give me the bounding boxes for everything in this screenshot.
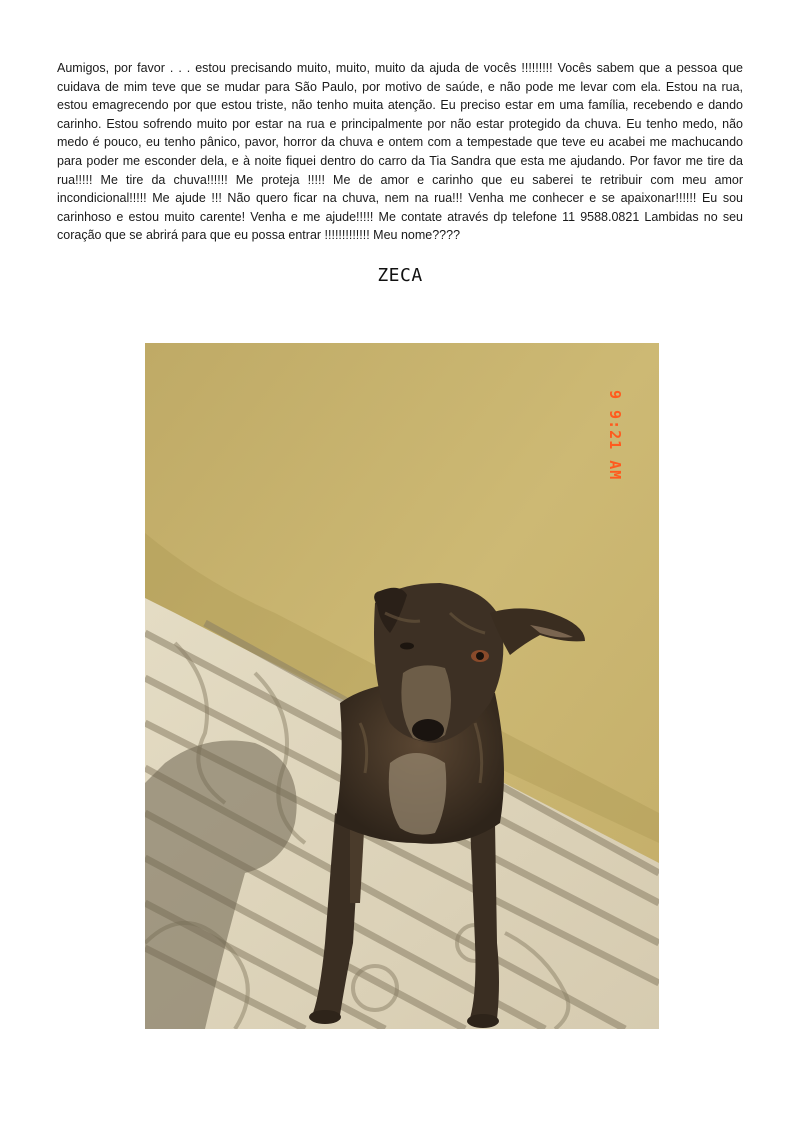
dog-nose: [412, 719, 444, 741]
dog-photo: [145, 343, 659, 1029]
dog-name: ZECA: [377, 265, 423, 286]
letter-text: Aumigos, por favor . . . estou precisando muito, muito, muito da ajuda de vocês !!!!!!!!! Vocês sabem que a pessoa que cuidava de mim teve que se mudar para São Paulo, por motivo de saúde, e não pode me levar com ela. Estou na rua, estou emagrecendo por que estou triste, não tenho muita atenção. Eu preciso estar em uma família, recebendo e dando carinho. Estou sofrendo muito por estar na rua e principalmente por não estar protegido da chuva. Eu tenho medo, não medo é pouco, eu tenho pânico, pavor, horror da chuva e ontem com a tempestade que teve eu acabei me machucando para poder me esconder dela, e à noite fiquei dentro do carro da Tia Sandra que esta me ajudando. Por favor me tire da rua!!!!! Me tire da chuva!!!!!! Me proteja !!!!! Me de amor e carinho que eu saberei te retribuir com meu amor incondicional!!!!! Me ajude !!! Não quero ficar na chuva, nem na rua!!! Venha me conhecer e se apaixonar!!!!!! Eu sou carinhoso e estou muito carente! Venha e me ajude!!!!! Me contate através dp telefone 11 9588.0821 Lambidas no seu coração que se abrirá para que eu possa entrar !!!!!!!!!!!!! Meu nome????: [57, 61, 743, 243]
photo-timestamp: 9 9:21 AM: [606, 390, 624, 481]
dog-photo-illustration: [145, 343, 659, 1029]
